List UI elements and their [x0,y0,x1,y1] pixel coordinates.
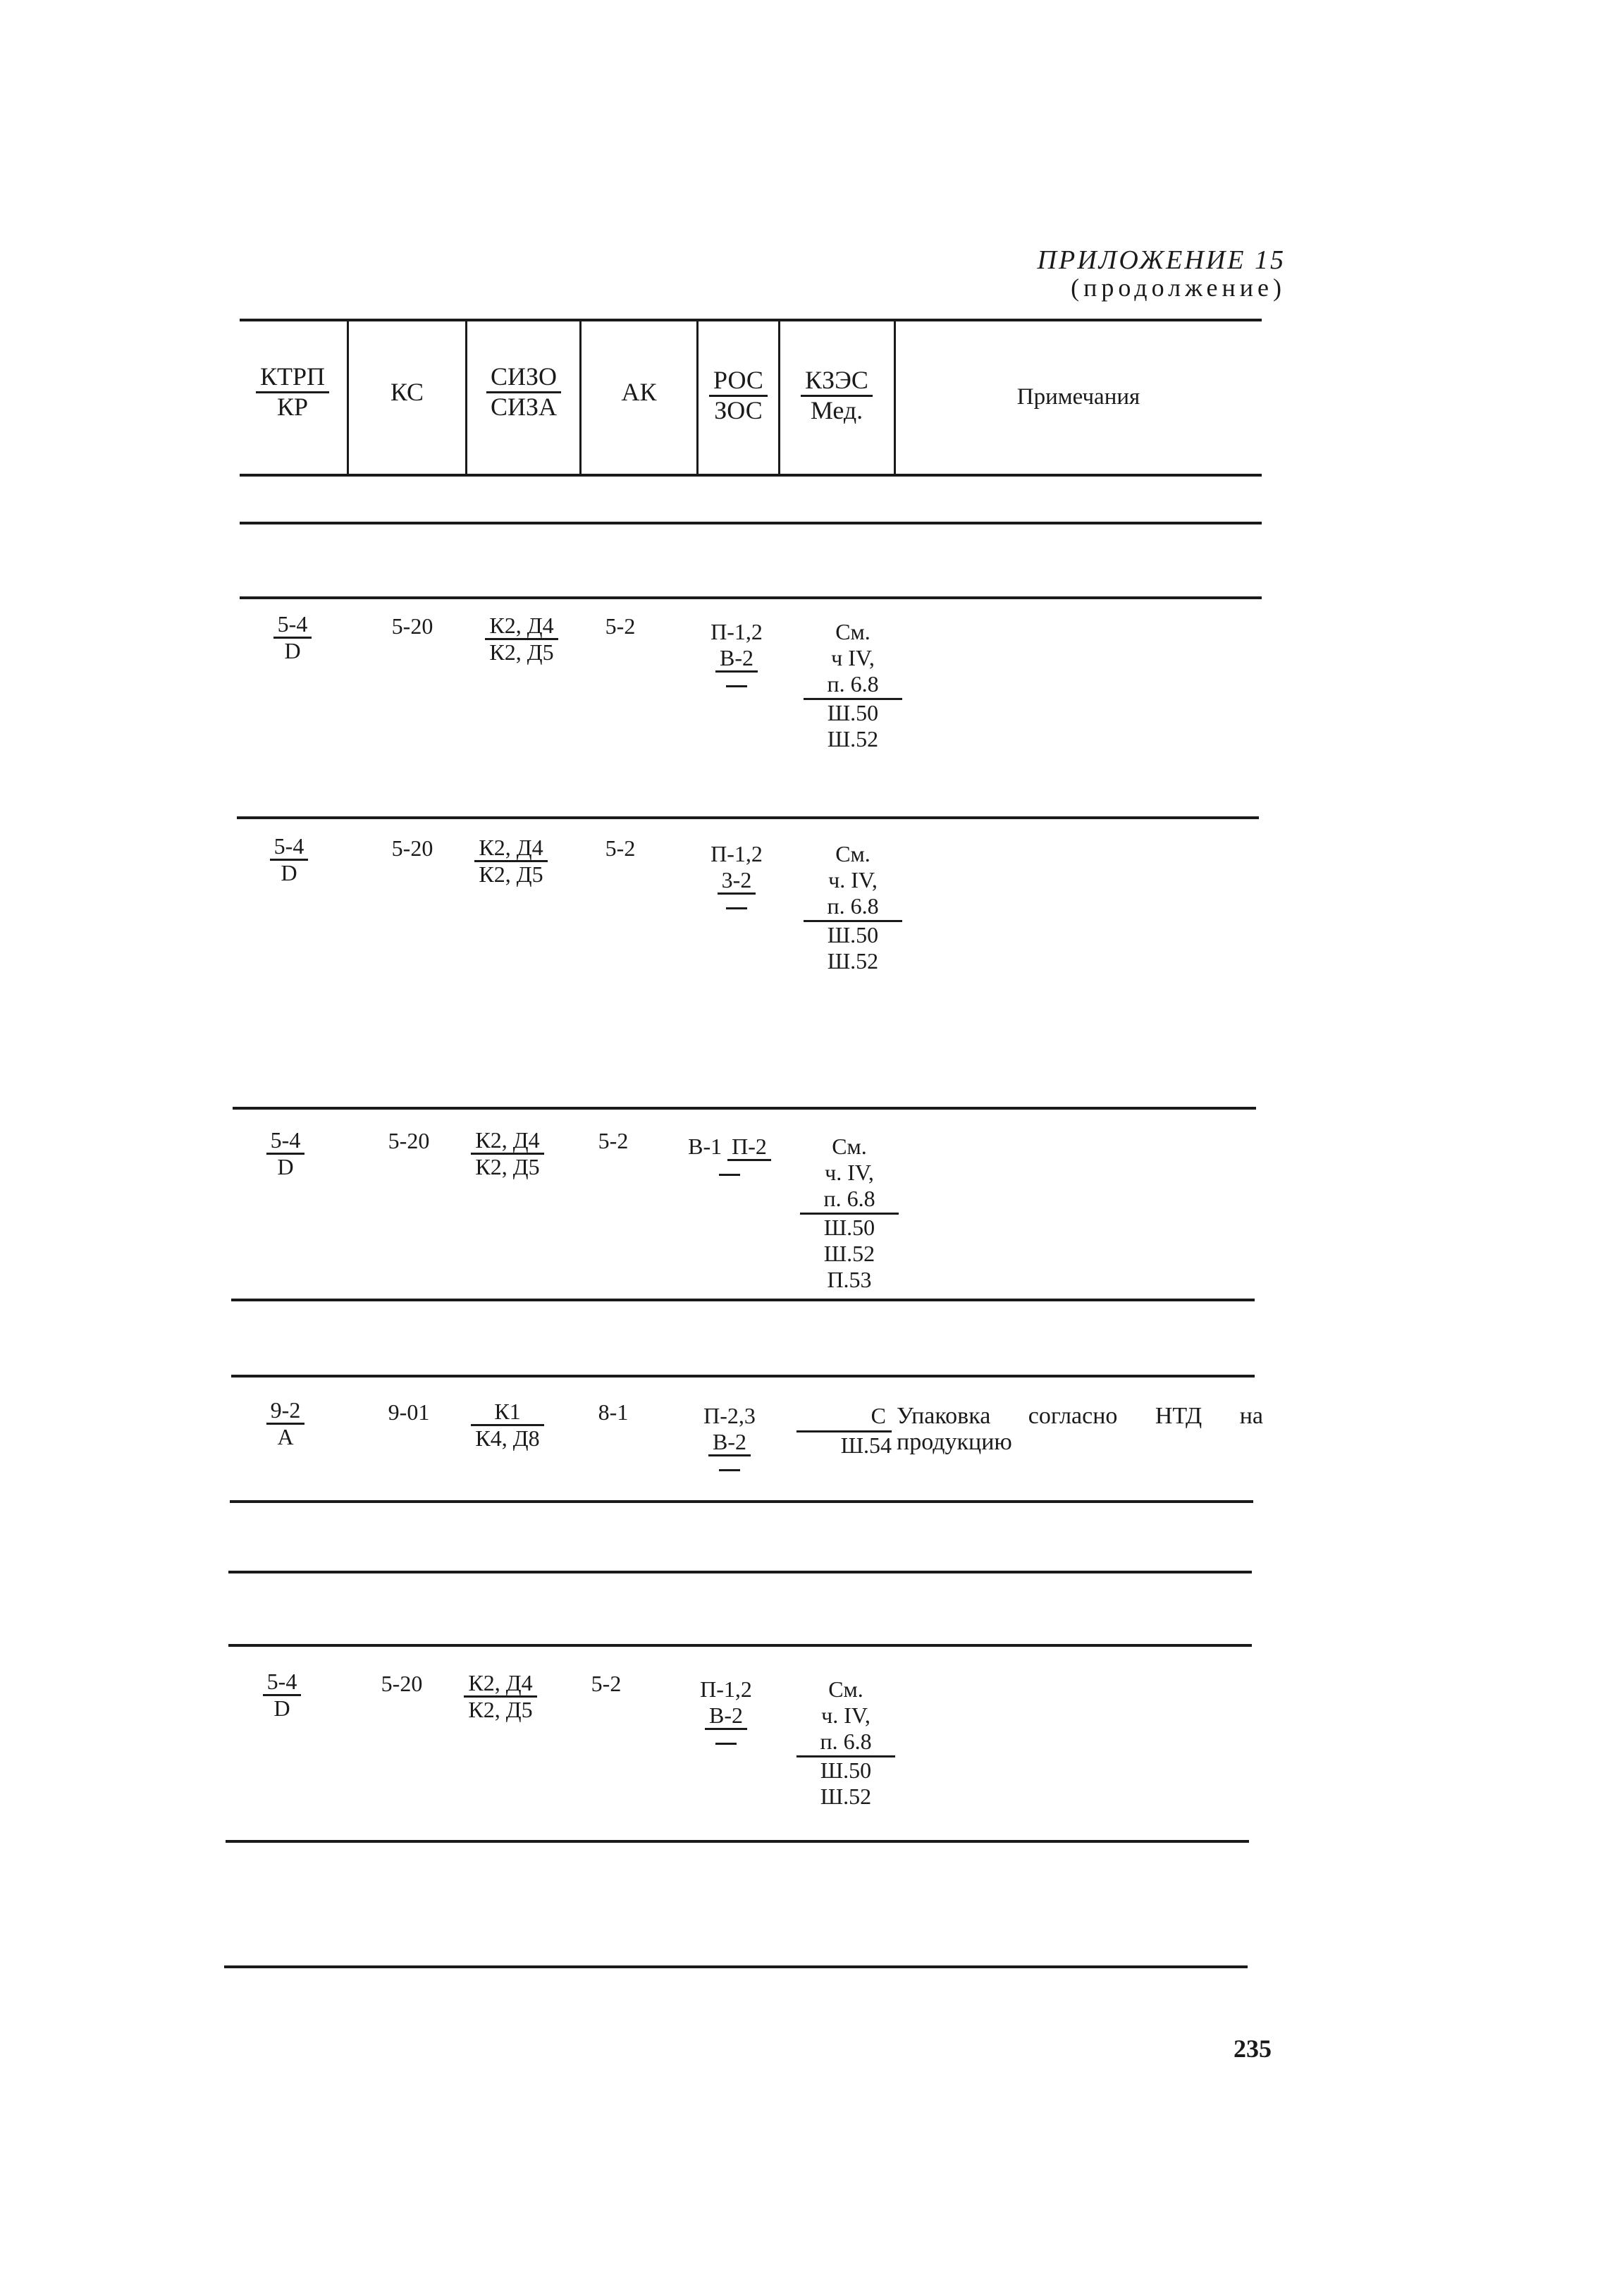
zos-dash [719,1469,740,1471]
table-row-2-kzes: См. ч. IV, п. 6.8 Ш.50 Ш.52 [804,841,902,974]
table-row-3-ros: В-1 П-2 [687,1134,772,1176]
header-ks: КС [390,378,424,406]
appendix-heading [1038,247,1286,302]
table-row-3-sizo: $\frac{К2, Д4}{К2, Д5}$ [451,1128,564,1180]
header-ktrp-kr: $\frac{\text{КТРП}}{КР}$ [240,363,345,422]
rule [233,1107,1256,1110]
header-sizo-siza: $\frac{\text{СИЗО}}{\text{СИЗА}}$ [467,363,580,422]
table-row-2-ktrp: $\frac{5-4}{D}$ [243,834,335,886]
header-notes: Примечания [1016,384,1140,410]
table-row-1-kzes: См. ч IV, п. 6.8 Ш.50 Ш.52 [804,619,902,752]
table-row-3-kzes: См. ч. IV, п. 6.8 Ш.50 Ш.52 П.53 [800,1134,899,1293]
table-row-4-ros: П-2,3 В-2 [687,1403,772,1471]
table-row-2-ks: 5-20 [391,835,433,861]
table-row-1-sizo: $\frac{К2, Д4}{К2, Д5}$ [465,613,578,665]
table-row-3-ak: 5-2 [598,1128,629,1153]
rule [240,596,1262,599]
table-row-2-ros: П-1,2 3-2 [694,841,779,909]
table-row-5-sizo: $\frac{К2, Д4}{К2, Д5}$ [444,1671,557,1723]
table-row-4-ak: 8-1 [598,1399,629,1425]
header-kzes-med: $\frac{\text{КЗЭС}}{\text{Мед.}}$ [780,367,893,425]
table-row-5-ros: П-1,2 В-2 [684,1676,768,1745]
table-row-1-ktrp: $\frac{5-4}{D}$ [247,612,338,664]
rule [240,522,1262,524]
page-number: 235 [1234,2035,1272,2063]
header-ros-zos: $\frac{\text{РОС}}{\text{ЗОС}}$ [698,367,779,425]
header-bottom-rule [240,474,1262,477]
rule [230,1500,1253,1503]
table-top-rule [240,319,1262,321]
table-row-2-sizo: $\frac{К2, Д4}{К2, Д5}$ [455,835,567,888]
table-row-4-kzes: С Ш.54 [796,1403,892,1459]
zos-dash [719,1174,740,1176]
header-ak: АК [621,378,657,406]
table-row-5-ak: 5-2 [591,1671,622,1696]
table-row-2-ak: 5-2 [605,835,636,861]
table-row-5-kzes: См. ч. IV, п. 6.8 Ш.50 Ш.52 [796,1676,895,1810]
table-row-5-ktrp: $\frac{5-4}{D}$ [236,1669,328,1722]
zos-dash [726,685,747,687]
rule [231,1299,1255,1301]
table-row-1-ks: 5-20 [391,613,433,639]
table-row-4-ks: 9-01 [388,1399,430,1425]
table-row-3-ks: 5-20 [388,1128,430,1153]
table-row-1-ros: П-1,2 В-2 [694,619,779,687]
table-bottom-rule [224,1965,1248,1968]
table-row-4-ktrp: $\frac{9-2}{А}$ [240,1398,331,1450]
rule [228,1571,1252,1573]
table-row-1-ak: 5-2 [605,613,636,639]
zos-dash [726,907,747,909]
table-row-5-ks: 5-20 [381,1671,423,1696]
rule [228,1644,1252,1647]
table-row-4-sizo: $\frac{К1}{К4, Д8}$ [451,1399,564,1452]
appendix-subtitle: (продолжение) [1071,273,1286,302]
appendix-title: ПРИЛОЖЕНИЕ 15 [1037,245,1286,275]
table-row-4-note: Упаковка согласно НТД на продукцию [897,1403,1263,1456]
rule [231,1375,1255,1378]
rule [237,816,1259,819]
rule [226,1840,1249,1843]
table-row-3-ktrp: $\frac{5-4}{D}$ [240,1128,331,1180]
zos-dash [715,1743,737,1745]
